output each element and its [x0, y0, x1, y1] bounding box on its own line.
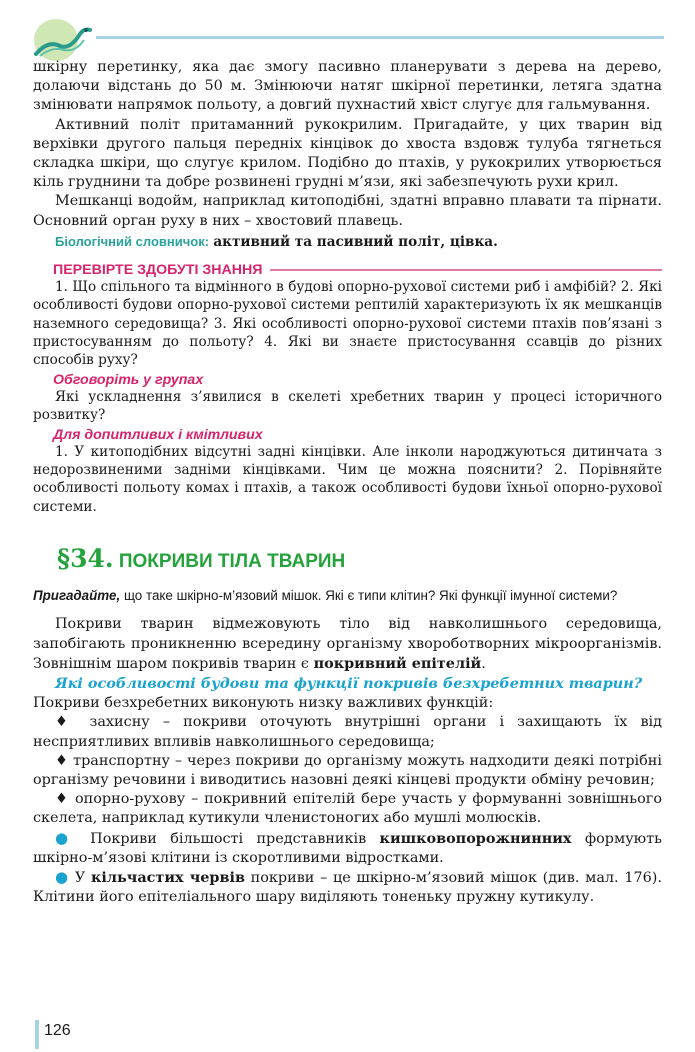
list-item: [33, 713, 662, 751]
discuss-text: Які ускладнення з’явилися в скелеті хребетних тварин у процесі історичного розвитку?: [33, 388, 662, 424]
list-item-text: формують шкірно-м’язові клітини із скоротливими відростками.: [33, 830, 662, 866]
check-knowledge-title: ПЕРЕВІРТЕ ЗДОБУТІ ЗНАННЯ: [53, 261, 263, 278]
list-item: [33, 868, 662, 907]
question-line: [33, 674, 662, 694]
list-item: [33, 829, 662, 868]
diamond-bullet-icon: ♦: [55, 752, 69, 769]
list-item-text: опорно-рухову – покривний епітелій бере участь у формуванні зовнішнього скелета, наприклад кутикули членистоногих або мушлі молюсків.: [33, 791, 662, 827]
blue-dot-icon: ●: [55, 828, 77, 847]
curious-text: 1. У китоподібних відсутні задні кінцівки. Але інколи народжуються дитинчата з недорозвиненими задніми кінцівками. Чим це можна пояснити? 2. Порівняйте особливості польоту комах і птахів, а також особливості будови їхньої опорно-рухової системи.: [33, 443, 662, 515]
check-knowledge-text: 1. Що спільного та відмінного в будові опорно-рухової системи риб і амфібій? 2. Які особливості будови опорно-рухової системи рептилій характеризують їх як мешканців наземного середовища? 3. Які особливості опорно-рухової системи птахів пов’язані з пристосуванням до польоту? 4. Які ви знаєте пристосування ссавців до різних способів руху?: [33, 278, 662, 369]
dictionary-line: [33, 234, 662, 250]
body-bold-term: кишковопорожнинних: [379, 829, 572, 847]
header-rule: [96, 36, 664, 39]
body-paragraph: Активний політ притаманний рукокрилим. Пригадайте, у цих тварин від верхівки другого пальця передніх кінцівок до хвоста вздовж тулуба тягнеться складка шкіри, що слугує крилом. Подібно до птахів, у рукокрилих утворюється кіль груднини та добре розвинені грудні м’язи, які забезпечують рухи крил.: [33, 116, 662, 191]
page-content: [33, 58, 662, 907]
dictionary-label: Біологічний словничок:: [55, 233, 210, 249]
question-text: Які особливості будови та функції покривів безхребетних тварин?: [55, 674, 643, 692]
paragraph-title-text: ПОКРИВИ ТІЛА ТВАРИН: [118, 551, 346, 573]
list-item-text: Покриви більшості представників: [76, 830, 380, 847]
list-item: [33, 752, 662, 790]
diamond-bullet-icon: ♦: [55, 714, 77, 731]
heading-rule: [270, 269, 662, 271]
body-text: Покриви тварин відмежовують тіло від навколишнього середовища, запобігають проникненню всередину організму хвороботворних мікроорганізмів. Зовнішнім шаром покривів тварин є: [33, 616, 662, 672]
dictionary-terms: активний та пасивний політ, цівка.: [213, 233, 498, 250]
discuss-heading: Обговоріть у групах: [53, 371, 204, 388]
body-paragraph: шкірну перетинку, яка дає змогу пасивно планерувати з дерева на дерево, долаючи відстань до 50 м. Змінюючи натяг шкірної перетинки, летяга здатна змінювати напрямок польоту, а довгий пухнастий хвіст слугує для гальмування.: [33, 59, 662, 114]
page-number: 126: [44, 1022, 71, 1039]
list-item-text: захисну – покриви оточують внутрішні органи і захищають їх від несприятливих впливів навколишнього середовища;: [33, 714, 663, 750]
body-text: .: [481, 655, 486, 672]
check-knowledge-heading: [33, 262, 662, 278]
paragraph-title: [33, 544, 662, 573]
list-item-text: транспортну – через покриви до організму можуть надходити деякі потрібні організму речовини і виводитись назовні деякі кінцеві продукти обміну речовин;: [33, 752, 662, 788]
recall-label: Пригадайте,: [33, 588, 121, 604]
footer-bar: [35, 1020, 39, 1049]
curious-heading: Для допитливих і кмітливих: [53, 426, 263, 443]
blue-dot-icon: ●: [55, 867, 70, 886]
paragraph-number: §34.: [57, 544, 114, 574]
list-item: [33, 790, 662, 828]
body-paragraph: Покриви безхребетних виконують низку важливих функцій:: [33, 695, 494, 712]
list-item-text: покриви – це шкірно-м’язовий мішок (див. мал. 176). Клітини його епітеліального шару виділяють тоненьку пружну кутикулу.: [33, 869, 662, 906]
recall-prompt: [33, 587, 662, 605]
diamond-bullet-icon: ♦: [55, 791, 70, 808]
body-bold-term: кільчастих червів: [91, 868, 245, 886]
body-paragraph: [33, 615, 662, 674]
recall-text: що таке шкірно-м’язовий мішок. Які є типи клітин? Які функції імунної системи?: [120, 588, 618, 604]
body-bold-term: покривний епітелій: [313, 654, 482, 672]
body-paragraph: Мешканці водойм, наприклад китоподібні, здатні вправно плавати та пірнати. Основний орган руху в них – хвостовий плавець.: [33, 193, 662, 229]
list-item-text: У: [69, 869, 92, 886]
